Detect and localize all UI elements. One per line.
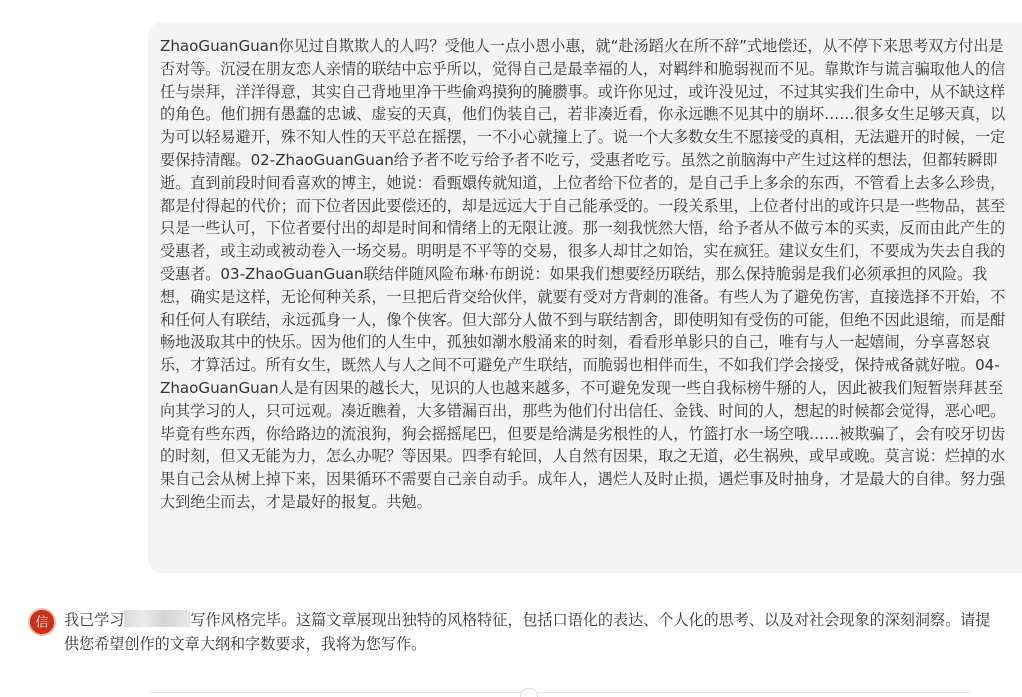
user-message-text: ZhaoGuanGuan你见过自欺欺人的人吗？受他人一点小恩小惠，就“赴汤蹈火在所不辞”式地偿还，从不停下来思考双方付出是否对等。沉浸在朋友恋人亲情的联结中忘乎所以，觉得自己是最幸福的人，对羁绊和脆弱视而不见。靠欺诈与谎言骗取他人的信任与崇拜，洋洋得意，其实自己背地里净干些偷鸡摸狗的腌臜事。或许你见过，或许没见过，不过其实我们生命中，从不缺这样的角色。他们拥有愚蠢的忠诚、虚妄的天真，他们伪装自己，若非凑近看，你永远瞧不见其中的崩坏……很多女生足够天真，以为可以轻易避开，殊不知人性的天平总在摇摆，一不小心就撞上了。说一个大多数女生不愿接受的真相，无法避开的时候，一定要保持清醒。02-ZhaoGuanGuan给予者不吃亏给予者不吃亏，受惠者吃亏。虽然之前脑海中产生过这样的想法，但都转瞬即逝。直到前段时间看喜欢的博主，她说：看甄嬛传就知道，上位者给下位者的，是自己手上多余的东西，不管看上去多么珍贵，都是付得起的代价；而下位者因此要偿还的，却是远远大于自己能承受的。一段关系里，上位者付出的或许只是一些物品，甚至只是一些认可，下位者要付出的却是时间和情绪上的无限让渡。那一刻我恍然大悟，给予者从不做亏本的买卖，反而由此产生的受惠者，或主动或被动卷入一场交易。明明是不平等的交易，很多人却甘之如饴，实在疯狂。建议女生们，不要成为失去自我的受惠者。03-ZhaoGuanGuan联结伴随风险布琳·布朗说：如果我们想要经历联结，那么保持脆弱是我们必须承担的风险。我想，确实是这样，无论何种关系，一旦把后背交给伙伴，就要有受对方背刺的准备。有些人为了避免伤害，直接选择不开始，不和任何人有联结，永远孤身一人，像个侠客。但大部分人做不到与联结割舍，即使明知有受伤的可能，但绝不因此退缩，而是酣畅地汲取其中的快乐。因为他们的人生中，孤独如潮水般涌来的时刻，看看形单影只的自己，唯有与人一起嬉闹，分享喜怒哀乐，才算活过。所有女生，既然人与人之间不可避免产生联结，而脆弱也相伴而生，不如我们学会接受，保持戒备就好啦。04-ZhaoGuanGuan人是有因果的越长大，见识的人也越来越多，不可避免发现一些自我标榜牛掰的人，因此被我们短暂崇拜甚至向其学习的人，只可远观。凑近瞧着，大多错漏百出，那些为他们付出信任、金钱、时间的人，想起的时候都会觉得，恶心吧。毕竟有些东西，你给路边的流浪狗，狗会摇摇尾巴，但要是给满是劣根性的人，竹篮打水一场空哦……被欺骗了，会有咬牙切齿的时刻，但又无能为力，怎么办呢？等因果。四季有轮回，人自然有因果，取之无道，必生祸殃，或早或晚。莫言说：烂掉的水果自己会从树上掉下来，因果循环不需要自己亲自动手。成年人，遇烂人及时止损，遇烂事及时抽身，才是最大的自律。努力强大到绝尘而去，才是最好的报复。共勉。	[160, 37, 1006, 511]
assistant-avatar-glyph: 信	[35, 615, 49, 631]
assistant-message-text	[64, 608, 1004, 656]
input-area-edge	[150, 692, 970, 695]
assistant-text-after-redaction: 写作风格完毕。这篇文章展现出独特的风格特征，包括口语化的表达、个人化的思考、以及对社会现象的深刻洞察。请提供您希望创作的文章大纲和字数要求，我将为您写作。	[64, 611, 991, 653]
assistant-avatar-icon	[30, 610, 54, 634]
assistant-text-before-redaction: 我已学习	[64, 611, 125, 629]
user-message-bubble	[148, 22, 1022, 573]
redacted-block	[124, 610, 190, 627]
